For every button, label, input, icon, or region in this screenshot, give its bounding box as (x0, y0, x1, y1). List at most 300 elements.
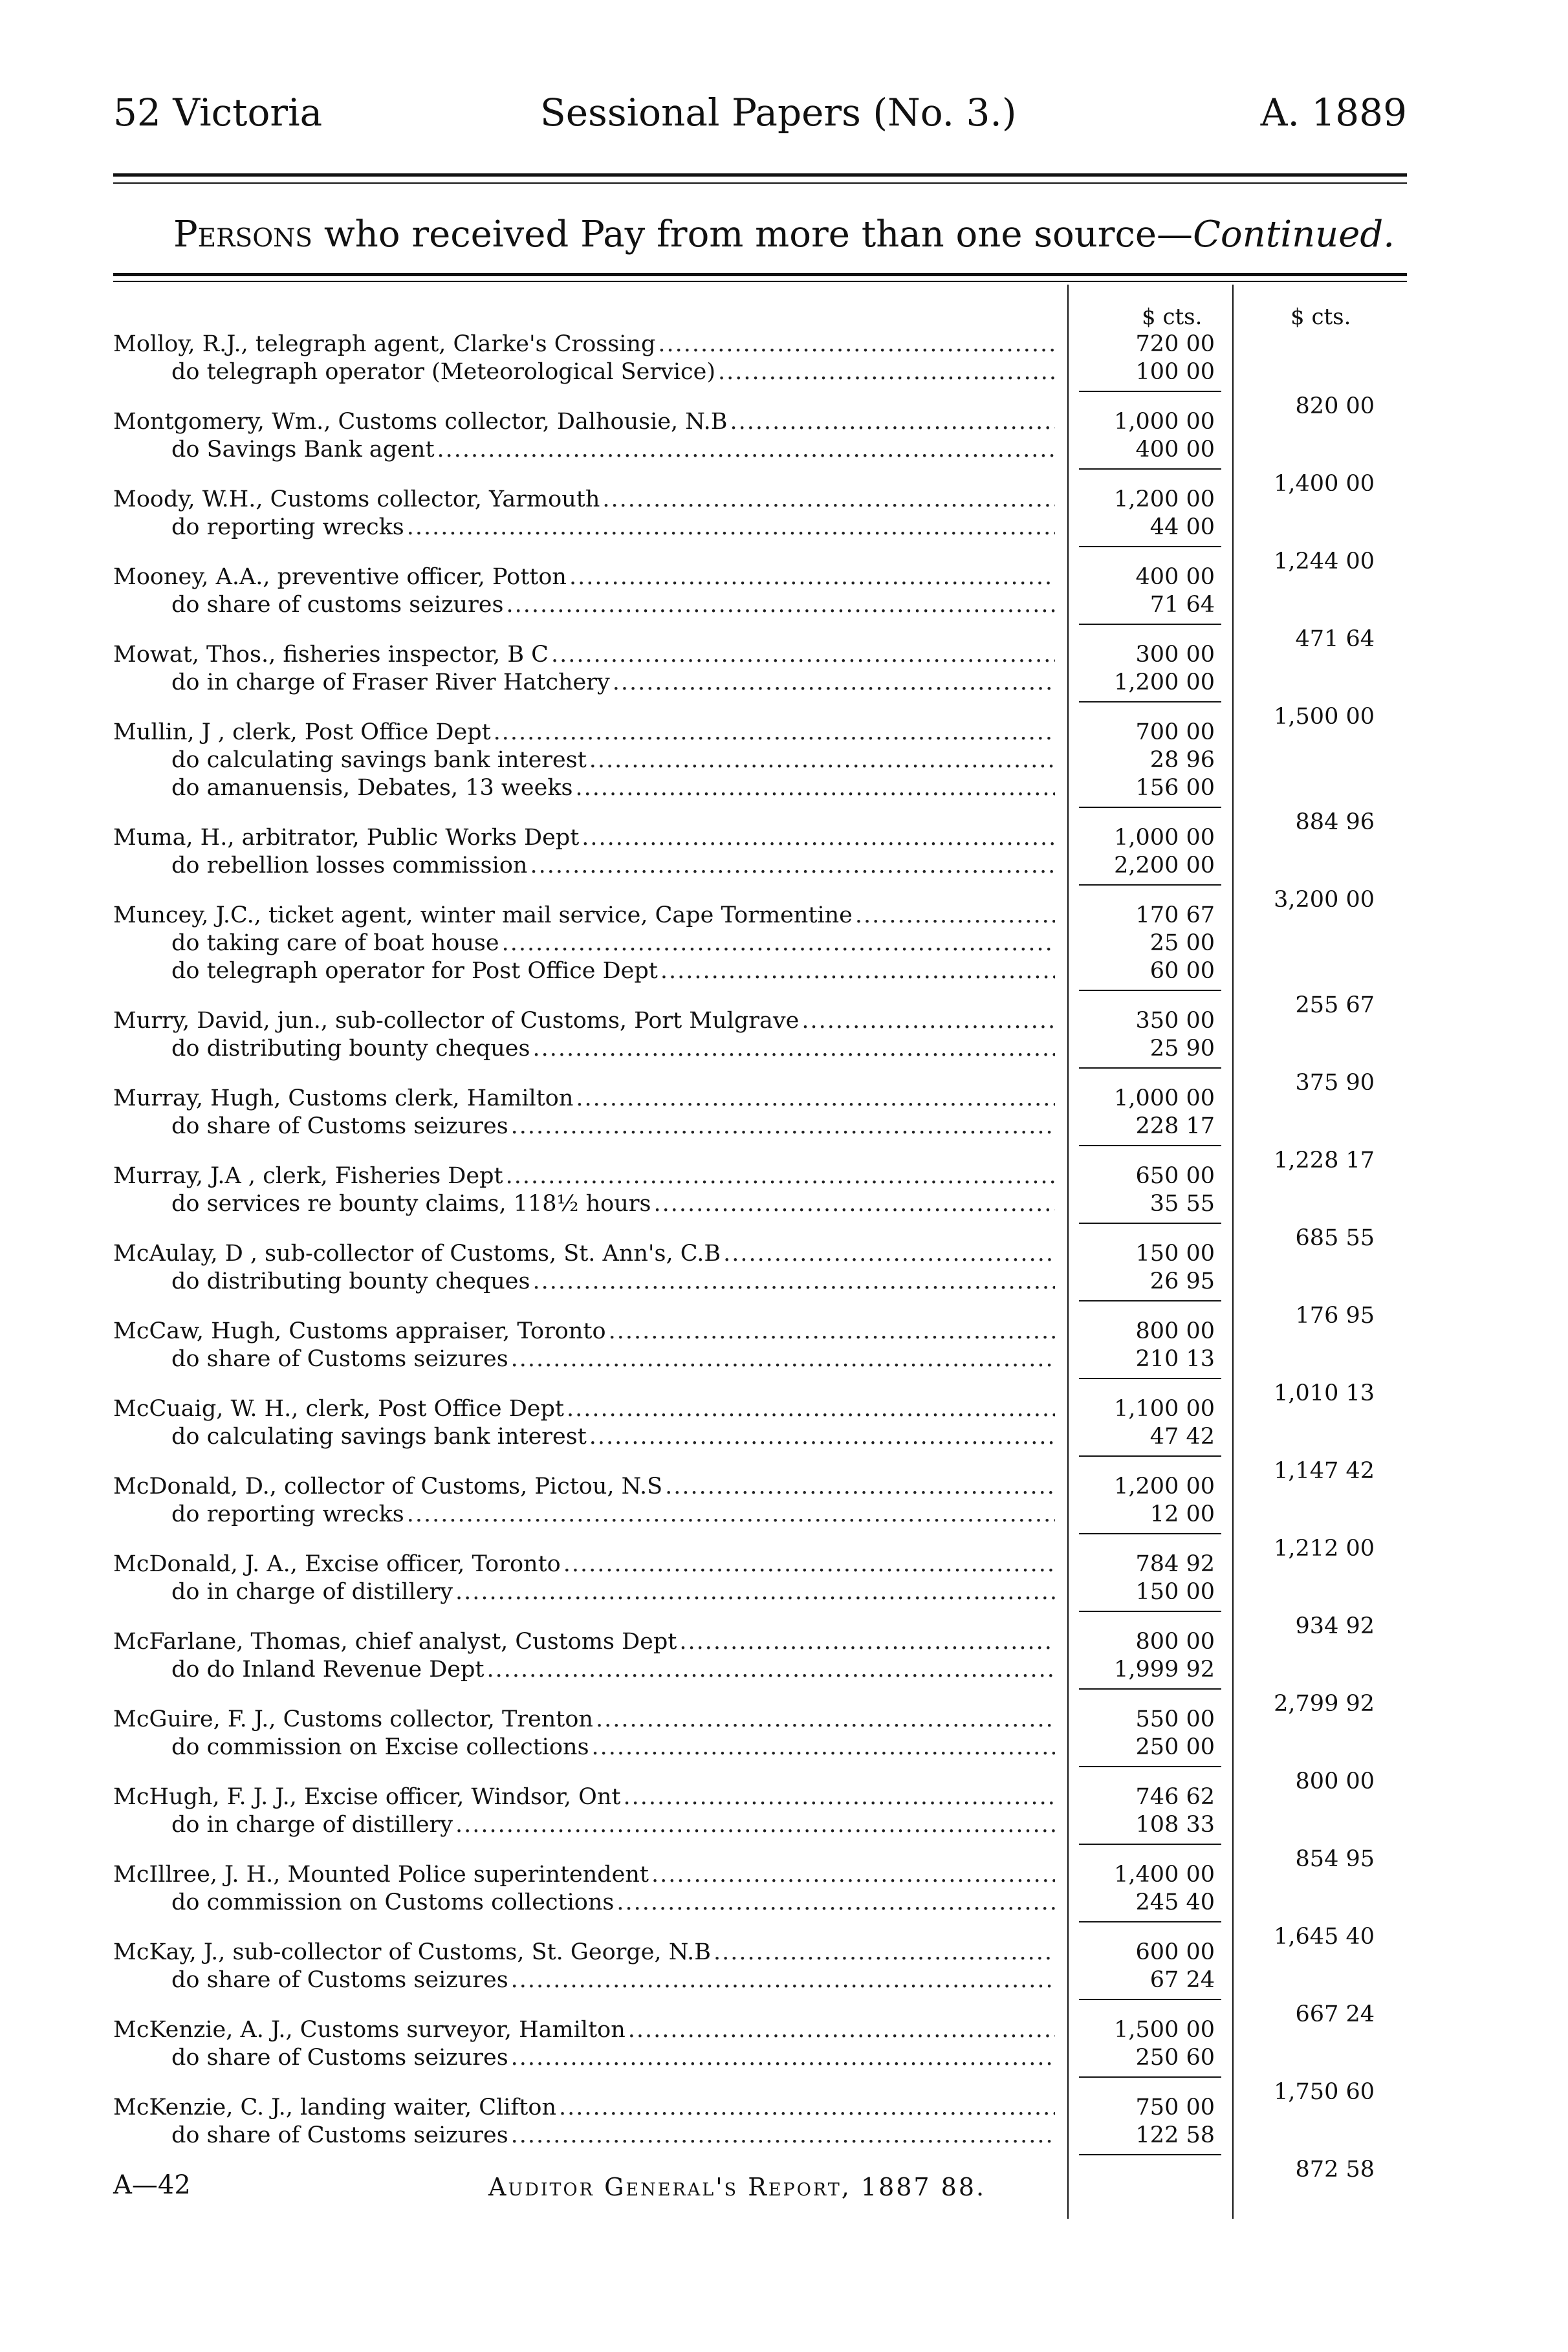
leader-dots (511, 2043, 1055, 2072)
line-amount: 800 00 (1135, 1318, 1215, 1344)
subtotal-rule (1079, 701, 1221, 702)
payee-name: do (171, 670, 207, 695)
entry-description (113, 2043, 508, 2072)
entry-description (113, 408, 728, 436)
leader-dots (455, 1578, 1055, 1606)
leader-dots (613, 668, 1055, 697)
service-description: in charge of distillery (206, 1812, 453, 1838)
line-amount: 26 95 (1149, 1269, 1215, 1294)
line-amount: 250 60 (1135, 2045, 1215, 2071)
payee-name: do (171, 1113, 207, 1139)
line-amount: 720 00 (1135, 331, 1215, 357)
leader-dots (628, 2016, 1055, 2044)
entry-description (113, 1938, 711, 1966)
entry-description (113, 1705, 593, 1734)
leader-dots (616, 1888, 1055, 1917)
entry-description (113, 358, 715, 386)
leader-dots (653, 1190, 1055, 1218)
header-page-code: A. 1889 (1260, 91, 1407, 135)
payee-name: do (171, 1269, 207, 1294)
entry-line (113, 746, 1058, 774)
entry-total: 1,500 00 (1274, 704, 1375, 730)
service-description: share of Customs seizures (206, 2122, 508, 2148)
service-description: Customs collector, Dalhousie, N.B (338, 409, 728, 435)
service-description: Savings Bank agent (206, 437, 435, 463)
payee-name: McKay, J., (113, 1939, 233, 1965)
payee-name: McAulay, D , (113, 1241, 265, 1267)
title-main: who received Pay from more than one source— (312, 213, 1193, 256)
entry-description (113, 823, 579, 852)
entry-description (113, 1550, 561, 1578)
line-amount: 600 00 (1135, 1939, 1215, 1965)
entry-description (113, 1860, 649, 1889)
entry-description (113, 1190, 651, 1218)
leader-dots (651, 1860, 1055, 1889)
payee-name: McHugh, F. J. J., (113, 1784, 305, 1810)
running-footer (113, 2170, 1407, 2209)
entry-line (113, 358, 1058, 386)
leader-dots (511, 1966, 1055, 1994)
entry-description (113, 1317, 606, 1345)
leader-dots (730, 408, 1055, 436)
entry-total: 3,200 00 (1274, 887, 1375, 913)
line-amount: 1,999 92 (1114, 1657, 1215, 1682)
line-amount: 44 00 (1149, 514, 1215, 540)
line-amount: 650 00 (1135, 1163, 1215, 1189)
subtotal-rule (1079, 1533, 1221, 1534)
service-description: services re bounty claims, 118½ hours (206, 1191, 651, 1217)
entry-description (113, 1395, 564, 1423)
entry-description (113, 513, 404, 541)
amount-column-unit: $ cts. (1142, 304, 1203, 330)
line-amount: 25 00 (1149, 930, 1215, 956)
subtotal-rule (1079, 468, 1221, 470)
service-description: Customs appraiser, Toronto (289, 1318, 606, 1344)
leader-dots (532, 1267, 1055, 1296)
service-description: share of Customs seizures (206, 2045, 508, 2071)
entry-line (113, 1733, 1058, 1761)
entry-total: 2,799 92 (1274, 1691, 1375, 1717)
entry-description (113, 957, 658, 985)
entry-description (113, 1966, 508, 1994)
subtotal-rule (1079, 1455, 1221, 1457)
entry-description (113, 851, 527, 880)
service-description: preventive officer, Potton (277, 564, 567, 590)
entry-line (113, 1500, 1058, 1529)
entry-total: 255 67 (1295, 992, 1375, 1018)
entry-line (113, 1345, 1058, 1373)
line-amount: 1,200 00 (1114, 670, 1215, 695)
service-description: fisheries inspector, B C (283, 642, 549, 668)
payee-name: do (171, 1812, 207, 1838)
entry-description (113, 330, 655, 358)
payee-name: Murray, J.A , (113, 1163, 263, 1189)
line-amount: 1,100 00 (1114, 1396, 1215, 1422)
payee-name: do (171, 2045, 207, 2071)
payee-name: Mooney, A.A., (113, 564, 278, 590)
entry-description (113, 774, 573, 802)
subtotal-rule (1079, 391, 1221, 392)
entry-line (113, 1811, 1058, 1839)
line-amount: 800 00 (1135, 1629, 1215, 1655)
line-amount: 300 00 (1135, 642, 1215, 668)
entry-line (113, 1162, 1058, 1190)
subtotal-rule (1079, 1844, 1221, 1845)
entry-description (113, 2093, 556, 2122)
entry-line (113, 1007, 1058, 1035)
entry-description (113, 1112, 508, 1140)
entry-total: 854 95 (1295, 1846, 1375, 1872)
entry-description (113, 746, 587, 774)
service-description: share of Customs seizures (206, 1346, 508, 1372)
entry-description (113, 1162, 503, 1190)
subtotal-rule (1079, 990, 1221, 991)
entry-line (113, 1628, 1058, 1656)
entry-total: 1,645 40 (1274, 1924, 1375, 1950)
entry-total: 820 00 (1295, 393, 1375, 419)
entry-line (113, 1034, 1058, 1063)
leader-dots (855, 901, 1055, 930)
title-lead: Persons (173, 213, 313, 256)
line-amount: 400 00 (1135, 437, 1215, 463)
payee-name: Murry, David, jun., (113, 1008, 336, 1034)
service-description: Excise officer, Windsor, Ont (304, 1784, 621, 1810)
entry-line (113, 1112, 1058, 1140)
entry-description (113, 591, 503, 619)
entry-total: 934 92 (1295, 1613, 1375, 1639)
service-description: chief analyst, Customs Dept (354, 1629, 677, 1655)
line-amount: 67 24 (1149, 1967, 1215, 1993)
payee-name: McDonald, J. A., (113, 1551, 305, 1577)
subtotal-rule (1079, 1145, 1221, 1146)
subtotal-rule (1079, 807, 1221, 808)
entry-description (113, 1084, 573, 1113)
entry-description (113, 718, 491, 746)
line-amount: 210 13 (1135, 1346, 1215, 1372)
payee-name: McIllree, J. H., (113, 1862, 288, 1888)
line-amount: 25 90 (1149, 1036, 1215, 1062)
payee-name: do (171, 1734, 207, 1760)
service-description: Mounted Police superintendent (287, 1862, 649, 1888)
leader-dots (602, 485, 1055, 514)
leader-dots (494, 718, 1055, 746)
line-amount: 350 00 (1135, 1008, 1215, 1034)
entry-description (113, 1628, 677, 1656)
line-amount: 100 00 (1135, 359, 1215, 385)
leader-dots (569, 563, 1055, 591)
payee-name: do do (171, 1657, 243, 1682)
payee-name: Montgomery, Wm., (113, 409, 338, 435)
entry-line (113, 1783, 1058, 1811)
entry-total: 471 64 (1295, 626, 1375, 652)
payee-name: do (171, 2122, 207, 2148)
service-description: reporting wrecks (206, 1501, 404, 1527)
entry-line (113, 1888, 1058, 1917)
payee-name: do (171, 1967, 207, 1993)
entry-total: 1,750 60 (1274, 2079, 1375, 2105)
service-description: Customs collector, Yarmouth (270, 486, 600, 512)
service-description: share of Customs seizures (206, 1967, 508, 1993)
entry-line (113, 774, 1058, 802)
entry-description (113, 929, 499, 957)
leader-dots (506, 591, 1055, 619)
entry-line (113, 1472, 1058, 1501)
line-amount: 47 42 (1149, 1424, 1215, 1450)
leader-dots (532, 1034, 1055, 1063)
service-description: clerk, Fisheries Dept (263, 1163, 503, 1189)
entry-description (113, 1500, 404, 1529)
entry-description (113, 563, 567, 591)
line-amount: 1,500 00 (1114, 2017, 1215, 2043)
service-description: Excise officer, Toronto (305, 1551, 561, 1577)
service-description: ticket agent, winter mail service, Cape Tormentine (268, 902, 853, 928)
line-amount: 245 40 (1135, 1889, 1215, 1915)
leader-dots (596, 1705, 1055, 1734)
entry-total: 1,147 42 (1274, 1458, 1375, 1484)
payee-name: do (171, 958, 207, 984)
entry-description (113, 1007, 799, 1035)
subtotal-rule (1079, 1766, 1221, 1767)
service-description: in charge of Fraser River Hatchery (206, 670, 610, 695)
payee-name: Muncey, J.C., (113, 902, 268, 928)
subtotal-rule (1079, 884, 1221, 886)
payee-name: do (171, 514, 207, 540)
entry-description (113, 1811, 453, 1839)
line-amount: 1,200 00 (1114, 1474, 1215, 1499)
subtotal-rule (1079, 1067, 1221, 1069)
entry-line (113, 591, 1058, 619)
entry-total: 176 95 (1295, 1303, 1375, 1329)
leader-dots (511, 2121, 1055, 2150)
service-description: collector of Customs, Pictou, N.S (284, 1474, 663, 1499)
entry-line (113, 563, 1058, 591)
service-description: calculating savings bank interest (206, 1424, 587, 1450)
payee-name: McCuaig, W. H., (113, 1396, 306, 1422)
payee-name: do (171, 1579, 207, 1605)
subtotal-rule (1079, 2076, 1221, 2078)
entry-description (113, 1034, 530, 1063)
leader-dots (713, 1938, 1055, 1966)
line-amount: 12 00 (1149, 1501, 1215, 1527)
line-amount: 28 96 (1149, 747, 1215, 773)
leader-dots (576, 774, 1056, 802)
service-description: share of customs seizures (206, 592, 504, 618)
payee-name: do (171, 775, 207, 801)
entry-total: 1,244 00 (1274, 549, 1375, 574)
payee-name: McCaw, Hugh, (113, 1318, 289, 1344)
leader-dots (407, 1500, 1055, 1529)
line-amount: 150 00 (1135, 1579, 1215, 1605)
leader-dots (623, 1783, 1055, 1811)
service-description: taking care of boat house (206, 930, 499, 956)
leader-dots (455, 1811, 1055, 1839)
entry-line (113, 1239, 1058, 1268)
service-description: commission on Excise collections (206, 1734, 589, 1760)
subtotal-rule (1079, 546, 1221, 547)
line-amount: 750 00 (1135, 2095, 1215, 2120)
header-series: Sessional Papers (No. 3.) (540, 91, 1017, 135)
entry-line (113, 1422, 1058, 1451)
subtotal-rule (1079, 1921, 1221, 1922)
entry-total: 1,228 17 (1274, 1148, 1375, 1173)
service-description: landing waiter, Clifton (299, 2095, 556, 2120)
entry-line (113, 1938, 1058, 1966)
service-description: Customs clerk, Hamilton (288, 1085, 574, 1111)
total-column-unit: $ cts. (1290, 304, 1351, 330)
entry-description (113, 1239, 721, 1268)
payee-name: do (171, 359, 207, 385)
payee-name: McFarlane, Thomas, (113, 1629, 355, 1655)
entry-description (113, 668, 610, 697)
leader-dots (801, 1007, 1055, 1035)
entry-total: 1,212 00 (1274, 1536, 1375, 1562)
entry-description (113, 1783, 620, 1811)
payee-name: McKenzie, C. J., (113, 2095, 300, 2120)
payee-name: do (171, 1889, 207, 1915)
service-description: Inland Revenue Dept (242, 1657, 485, 1682)
entry-line (113, 640, 1058, 669)
line-amount: 150 00 (1135, 1241, 1215, 1267)
payee-name: do (171, 853, 207, 878)
entry-line (113, 1550, 1058, 1578)
payee-name: do (171, 1036, 207, 1062)
line-amount: 746 62 (1135, 1784, 1215, 1810)
entry-line (113, 957, 1058, 985)
leader-dots (567, 1395, 1055, 1423)
leader-dots (506, 1162, 1055, 1190)
entry-total: 800 00 (1295, 1769, 1375, 1794)
payee-name: do (171, 930, 207, 956)
leader-dots (589, 746, 1055, 774)
service-description: clerk, Post Office Dept (305, 1396, 564, 1422)
subtotal-rule (1079, 1378, 1221, 1379)
entry-line (113, 668, 1058, 697)
subtotal-rule (1079, 1611, 1221, 1612)
service-description: amanuensis, Debates, 13 weeks (206, 775, 573, 801)
entry-total: 375 90 (1295, 1070, 1375, 1096)
leader-dots (576, 1084, 1055, 1113)
line-amount: 1,200 00 (1114, 486, 1215, 512)
service-description: calculating savings bank interest (206, 747, 587, 773)
entry-description (113, 901, 853, 930)
entry-line (113, 330, 1058, 358)
leader-dots (582, 823, 1055, 852)
payee-name: McGuire, F. J., (113, 1706, 283, 1732)
entry-total: 1,010 13 (1274, 1380, 1375, 1406)
line-amount: 170 67 (1135, 902, 1215, 928)
service-description: distributing bounty cheques (206, 1269, 530, 1294)
line-amount: 108 33 (1135, 1812, 1215, 1838)
payee-name: Muma, H., (113, 825, 242, 851)
payee-name: Murray, Hugh, (113, 1085, 289, 1111)
payee-name: Mowat, Thos., (113, 642, 283, 668)
leader-dots (660, 957, 1055, 985)
leader-dots (589, 1422, 1055, 1451)
leader-dots (665, 1472, 1055, 1501)
line-amount: 784 92 (1135, 1551, 1215, 1577)
line-amount: 60 00 (1149, 958, 1215, 984)
line-amount: 1,000 00 (1114, 825, 1215, 851)
footer-report-title: Auditor General's Report, 1887 88. (488, 2173, 986, 2201)
payee-name: Molloy, R.J., (113, 331, 256, 357)
entry-line (113, 1705, 1058, 1734)
entry-description (113, 1422, 587, 1451)
leader-dots (592, 1733, 1055, 1761)
service-description: commission on Customs collections (206, 1889, 615, 1915)
subtotal-rule (1079, 1223, 1221, 1224)
leader-dots (486, 1655, 1055, 1684)
leader-dots (437, 435, 1055, 464)
payee-name: Moody, W.H., (113, 486, 270, 512)
entry-description (113, 1655, 484, 1684)
service-description: in charge of distillery (206, 1579, 453, 1605)
line-amount: 122 58 (1135, 2122, 1215, 2148)
entry-description (113, 2016, 626, 2044)
payee-name: do (171, 592, 207, 618)
service-description: share of Customs seizures (206, 1113, 508, 1139)
entry-line (113, 1395, 1058, 1423)
line-amount: 1,000 00 (1114, 409, 1215, 435)
payee-name: do (171, 1346, 207, 1372)
service-description: sub-collector of Customs, St. Ann's, C.B (265, 1241, 721, 1267)
line-amount: 250 00 (1135, 1734, 1215, 1760)
service-description: distributing bounty cheques (206, 1036, 530, 1062)
line-amount: 550 00 (1135, 1706, 1215, 1732)
entry-description (113, 2121, 508, 2150)
payee-name: McKenzie, A. J., (113, 2017, 300, 2043)
entry-description (113, 1267, 530, 1296)
entry-line (113, 1190, 1058, 1218)
payee-name: McDonald, D., (113, 1474, 285, 1499)
entry-line (113, 2016, 1058, 2044)
leader-dots (609, 1317, 1055, 1345)
entry-line (113, 1966, 1058, 1994)
leader-dots (511, 1112, 1055, 1140)
entry-line (113, 1267, 1058, 1296)
entry-description (113, 435, 435, 464)
entry-line (113, 823, 1058, 852)
entry-line (113, 1655, 1058, 1684)
leader-dots (551, 640, 1055, 669)
payee-name: do (171, 1191, 207, 1217)
subtotal-rule (1079, 624, 1221, 625)
service-description: Customs surveyor, Hamilton (299, 2017, 626, 2043)
leader-dots (502, 929, 1055, 957)
payee-name: do (171, 747, 207, 773)
leader-dots (658, 330, 1055, 358)
entry-line (113, 485, 1058, 514)
entry-description (113, 1472, 662, 1501)
subtotal-rule (1079, 1688, 1221, 1690)
entry-line (113, 851, 1058, 880)
entry-line (113, 2121, 1058, 2150)
entry-line (113, 929, 1058, 957)
entry-description (113, 1345, 508, 1373)
footer-page-number: A—42 (113, 2170, 191, 2200)
line-amount: 228 17 (1135, 1113, 1215, 1139)
service-description: sub-collector of Customs, St. George, N.B (232, 1939, 711, 1965)
line-amount: 400 00 (1135, 564, 1215, 590)
line-amount: 1,400 00 (1114, 1862, 1215, 1888)
entry-total: 872 58 (1295, 2157, 1375, 2183)
service-description: rebellion losses commission (206, 853, 528, 878)
entry-line (113, 2043, 1058, 2072)
title-continued: Continued. (1193, 213, 1395, 256)
service-description: sub-collector of Customs, Port Mulgrave (335, 1008, 800, 1034)
entry-line (113, 901, 1058, 930)
entry-total: 667 24 (1295, 2001, 1375, 2027)
entry-description (113, 640, 549, 669)
